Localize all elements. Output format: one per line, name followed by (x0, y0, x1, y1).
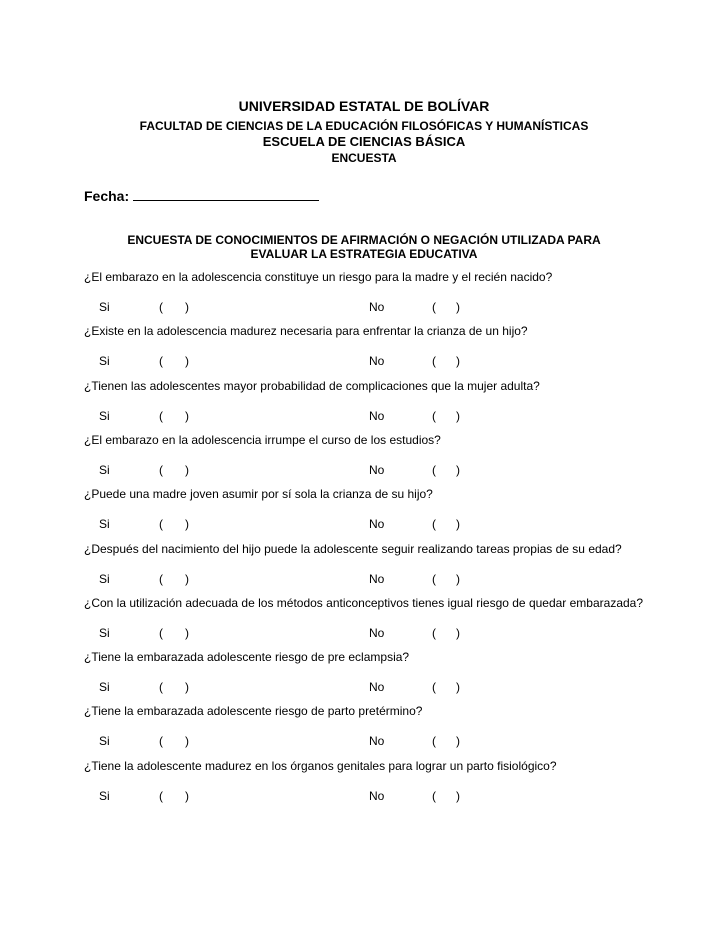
document-type: ENCUESTA (331, 151, 397, 165)
no-paren-open[interactable]: ( (432, 572, 436, 586)
no-label: No (369, 572, 385, 586)
yes-paren-open[interactable]: ( (159, 409, 163, 423)
no-label: No (369, 463, 385, 477)
no-paren-close[interactable]: ) (456, 789, 460, 803)
no-paren-close[interactable]: ) (456, 463, 460, 477)
no-paren-open[interactable]: ( (432, 626, 436, 640)
yes-label: Si (99, 734, 110, 748)
yes-paren-close[interactable]: ) (185, 626, 189, 640)
yes-label: Si (99, 354, 110, 368)
no-paren-close[interactable]: ) (456, 354, 460, 368)
question-text: ¿Tienen las adolescentes mayor probabilidad de complicaciones que la mujer adulta? (84, 379, 540, 393)
yes-paren-open[interactable]: ( (159, 734, 163, 748)
yes-paren-close[interactable]: ) (185, 680, 189, 694)
yes-paren-close[interactable]: ) (185, 517, 189, 531)
question-text: ¿Puede una madre joven asumir por sí sola la crianza de su hijo? (84, 487, 433, 501)
yes-paren-open[interactable]: ( (159, 680, 163, 694)
question-text: ¿Tiene la embarazada adolescente riesgo de pre eclampsia? (84, 650, 410, 664)
date-label: Fecha: (84, 188, 130, 204)
yes-label: Si (99, 626, 110, 640)
question-text: ¿Tiene la embarazada adolescente riesgo de parto pretérmino? (84, 704, 423, 718)
yes-paren-open[interactable]: ( (159, 517, 163, 531)
no-label: No (369, 354, 385, 368)
yes-paren-close[interactable]: ) (185, 572, 189, 586)
no-label: No (369, 734, 385, 748)
yes-paren-open[interactable]: ( (159, 300, 163, 314)
no-paren-open[interactable]: ( (432, 300, 436, 314)
no-label: No (369, 680, 385, 694)
date-field (84, 186, 319, 204)
yes-paren-open[interactable]: ( (159, 789, 163, 803)
no-paren-close[interactable]: ) (456, 626, 460, 640)
faculty-title: FACULTAD DE CIENCIAS DE LA EDUCACIÓN FILOSÓFICAS Y HUMANÍSTICAS (139, 119, 589, 133)
yes-label: Si (99, 680, 110, 694)
question-text: ¿Después del nacimiento del hijo puede la adolescente seguir realizando tareas propias de su edad? (84, 542, 622, 556)
no-label: No (369, 626, 385, 640)
university-title: UNIVERSIDAD ESTATAL DE BOLÍVAR (238, 98, 490, 114)
no-label: No (369, 517, 385, 531)
yes-label: Si (99, 789, 110, 803)
yes-label: Si (99, 517, 110, 531)
no-paren-open[interactable]: ( (432, 789, 436, 803)
no-paren-open[interactable]: ( (432, 734, 436, 748)
no-paren-open[interactable]: ( (432, 517, 436, 531)
no-paren-open[interactable]: ( (432, 354, 436, 368)
question-text: ¿Tiene la adolescente madurez en los órganos genitales para lograr un parto fisiológico? (84, 759, 557, 773)
yes-paren-close[interactable]: ) (185, 409, 189, 423)
survey-title-line-2: EVALUAR LA ESTRATEGIA EDUCATIVA (250, 247, 478, 261)
no-paren-close[interactable]: ) (456, 300, 460, 314)
no-label: No (369, 789, 385, 803)
yes-paren-open[interactable]: ( (159, 354, 163, 368)
yes-label: Si (99, 300, 110, 314)
date-blank-line[interactable] (133, 186, 319, 201)
no-label: No (369, 409, 385, 423)
no-paren-close[interactable]: ) (456, 734, 460, 748)
yes-label: Si (99, 572, 110, 586)
yes-paren-open[interactable]: ( (159, 572, 163, 586)
no-paren-open[interactable]: ( (432, 680, 436, 694)
yes-paren-close[interactable]: ) (185, 789, 189, 803)
no-paren-open[interactable]: ( (432, 409, 436, 423)
no-paren-close[interactable]: ) (456, 409, 460, 423)
no-paren-close[interactable]: ) (456, 517, 460, 531)
yes-paren-close[interactable]: ) (185, 300, 189, 314)
yes-label: Si (99, 409, 110, 423)
no-paren-open[interactable]: ( (432, 463, 436, 477)
question-text: ¿El embarazo en la adolescencia constituye un riesgo para la madre y el recién nacido? (84, 270, 553, 284)
survey-title-line-1: ENCUESTA DE CONOCIMIENTOS DE AFIRMACIÓN O NEGACIÓN UTILIZADA PARA (127, 233, 601, 247)
yes-paren-close[interactable]: ) (185, 463, 189, 477)
yes-paren-close[interactable]: ) (185, 354, 189, 368)
no-paren-close[interactable]: ) (456, 680, 460, 694)
school-title: ESCUELA DE CIENCIAS BÁSICA (262, 134, 466, 149)
yes-paren-open[interactable]: ( (159, 463, 163, 477)
yes-label: Si (99, 463, 110, 477)
survey-title (84, 233, 644, 261)
question-text: ¿Con la utilización adecuada de los métodos anticonceptivos tienes igual riesgo de quedar embarazada? (84, 596, 644, 610)
yes-paren-open[interactable]: ( (159, 626, 163, 640)
no-label: No (369, 300, 385, 314)
yes-paren-close[interactable]: ) (185, 734, 189, 748)
question-text: ¿Existe en la adolescencia madurez necesaria para enfrentar la crianza de un hijo? (84, 324, 528, 338)
no-paren-close[interactable]: ) (456, 572, 460, 586)
question-text: ¿El embarazo en la adolescencia irrumpe el curso de los estudios? (84, 433, 441, 447)
